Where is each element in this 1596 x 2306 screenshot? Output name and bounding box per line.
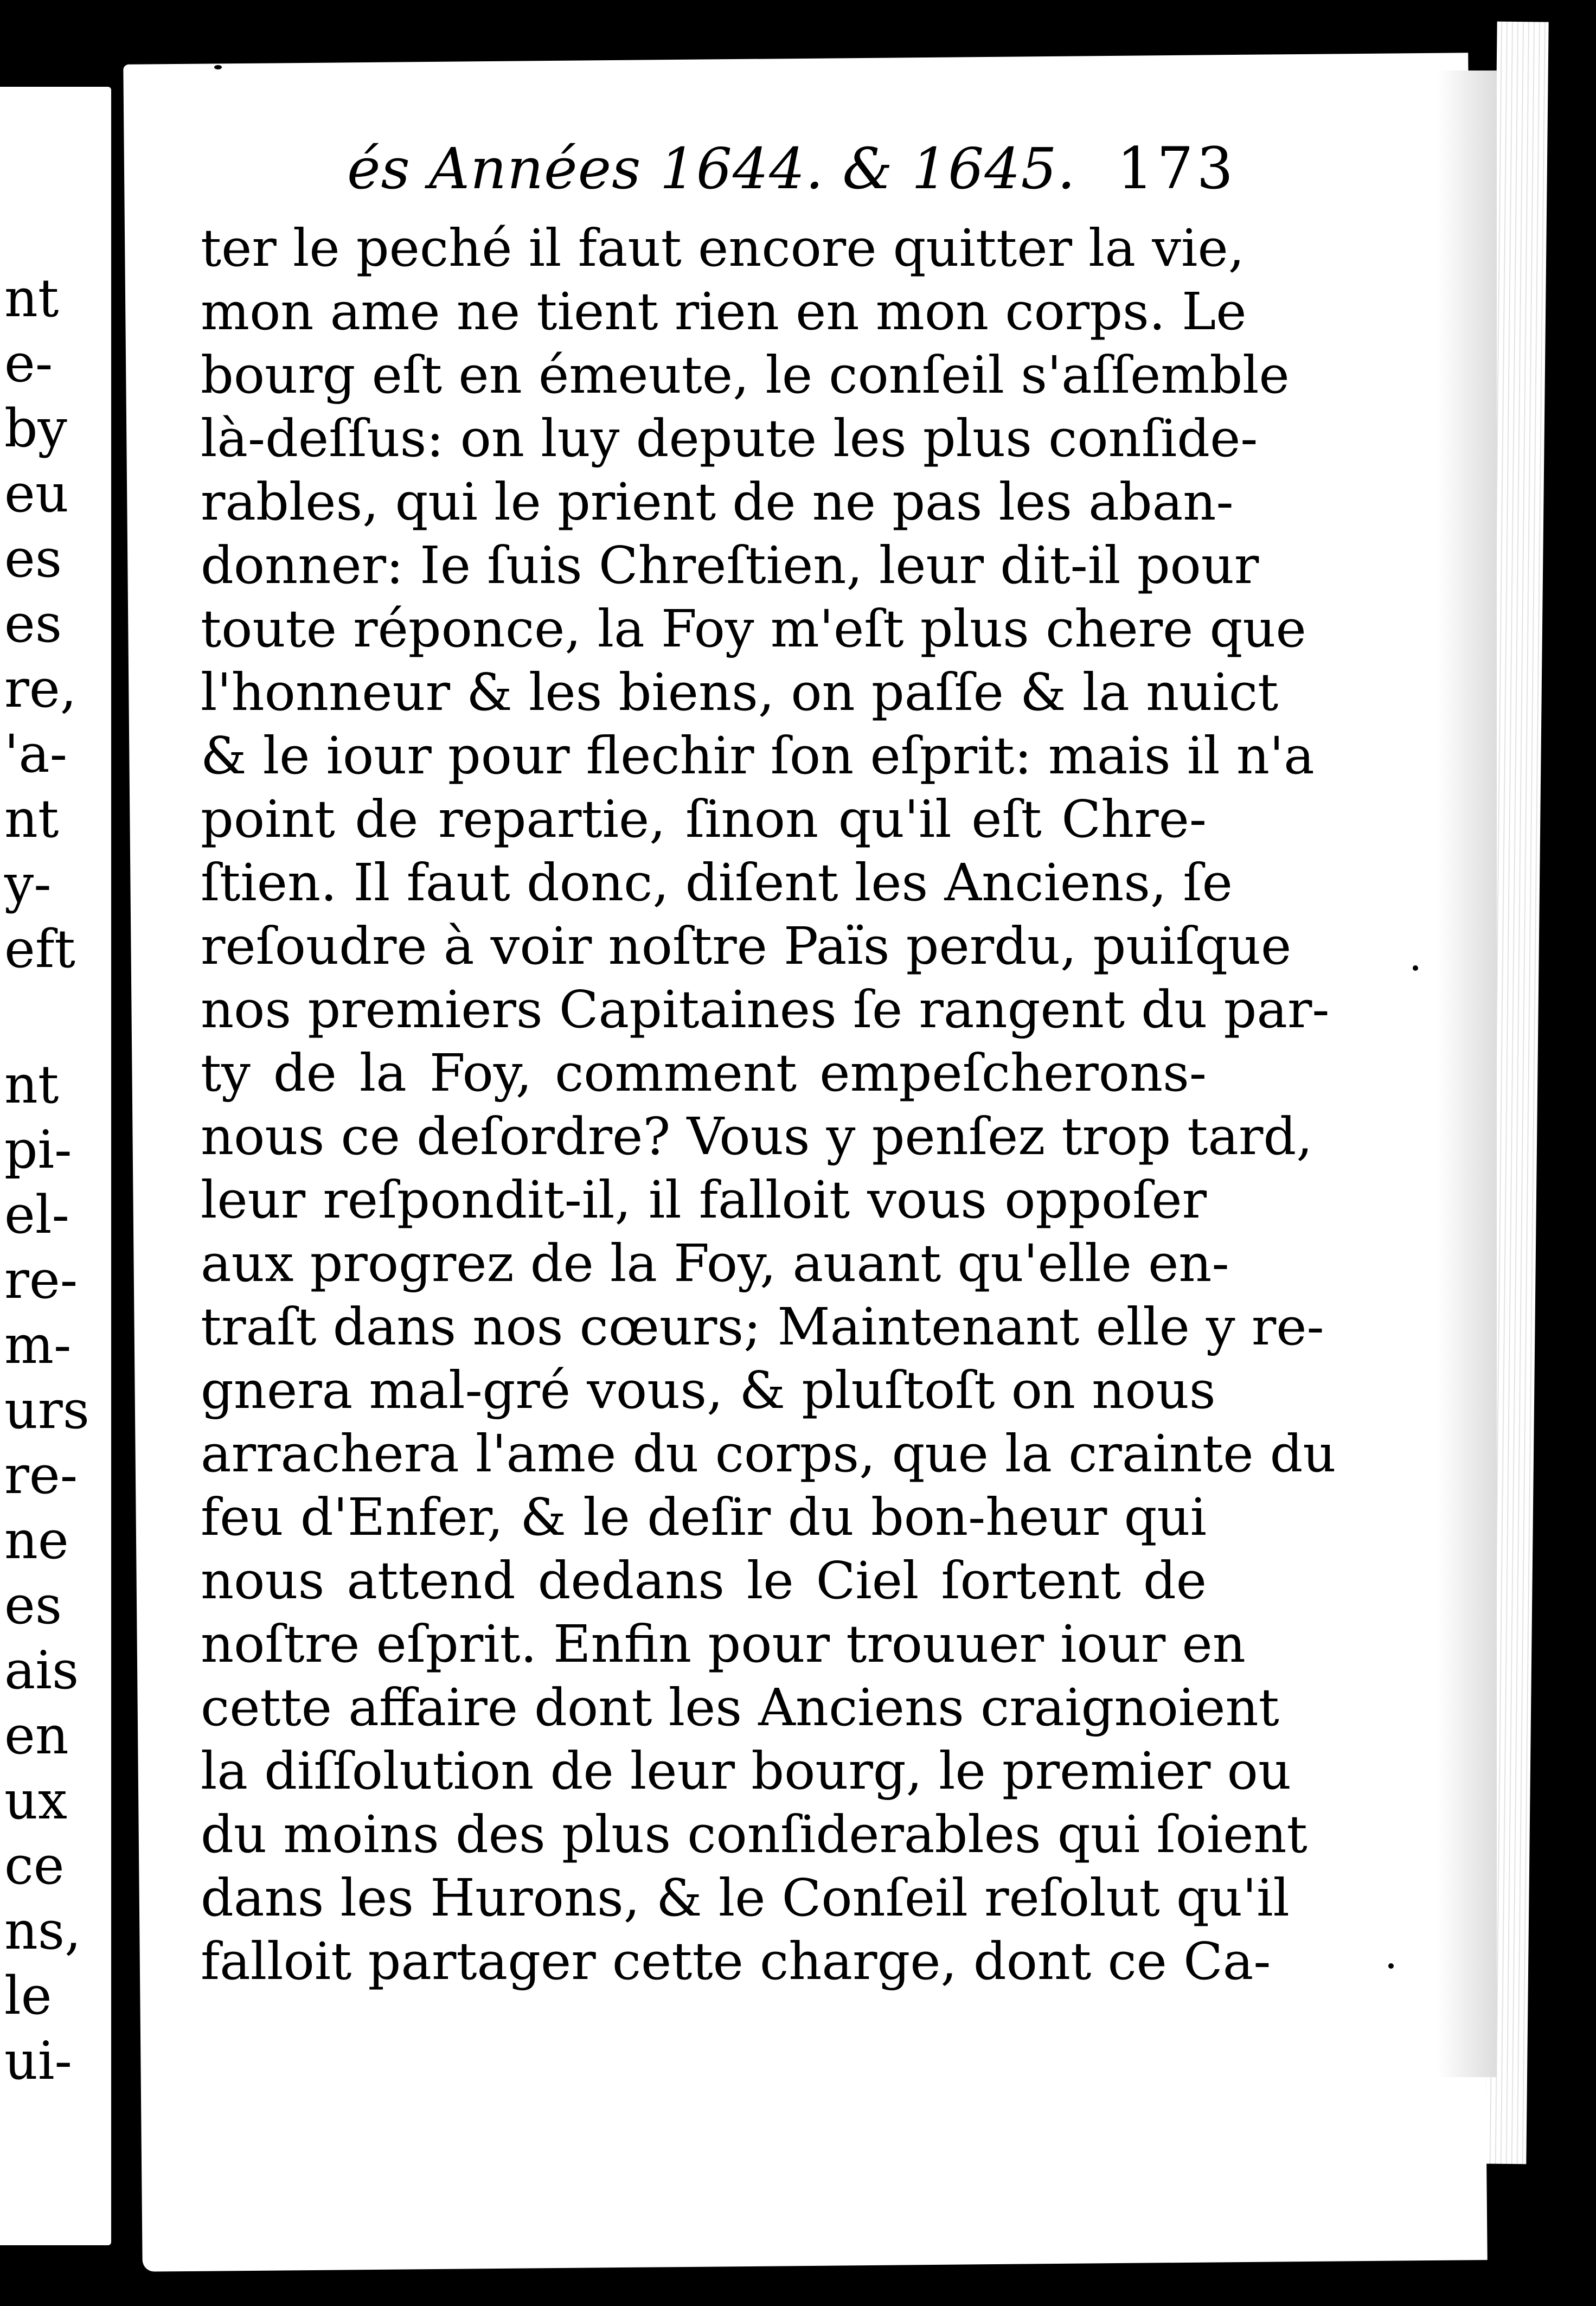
text-line: ſtien. Il faut donc, diſent les Anciens, ſe [201,853,1233,913]
facing-line: es [4,528,62,589]
page-number: 173 [1117,135,1236,202]
text-line: rables, qui le prient de ne pas les aban- [201,472,1234,532]
facing-line: re, [4,658,77,719]
facing-line: eu [4,463,69,524]
scan-speck [1388,1963,1394,1969]
facing-line: ne [4,1510,69,1571]
facing-line: el- [4,1184,69,1245]
facing-line: nt [4,789,59,849]
facing-line: urs [4,1380,89,1440]
facing-line: by [4,398,67,459]
text-line: mon ame ne tient rien en mon corps. Le [201,282,1247,342]
text-line: point de repartie, ſinon qu'il eſt Chre- [201,790,1207,849]
page-gutter-shadow [1437,71,1497,2077]
facing-line: ce [4,1835,65,1896]
text-line: falloit partager cette charge, dont ce Ca- [201,1932,1271,1991]
text-line: toute réponce, la Foy m'eſt plus chere que [201,599,1306,659]
facing-line: le [4,1965,52,2026]
facing-line: nt [4,268,59,329]
scan-speck [214,65,222,69]
text-line: nous attend dedans le Ciel ſortent de [201,1551,1207,1611]
facing-line: e- [4,333,53,394]
running-head [347,128,1236,209]
text-line: gnera mal-gré vous, & pluſtoſt on nous [201,1361,1216,1420]
text-line: & le iour pour flechir ſon eſprit: mais il n'a [201,726,1315,786]
text-line: nos premiers Capitaines ſe rangent du par- [201,980,1330,1040]
text-line: reſoudre à voir noſtre Païs perdu, puiſque [201,917,1292,976]
scan-speck [1413,965,1418,971]
text-line: la diſſolution de leur bourg, le premier ou [201,1741,1292,1801]
facing-line: re- [4,1250,78,1310]
facing-page-edge [0,87,111,2245]
facing-line: ux [4,1770,67,1831]
facing-line: eft [4,919,75,979]
text-line: donner: Ie ſuis Chreſtien, leur dit-il pour [201,536,1259,595]
facing-line: pi- [4,1119,72,1180]
facing-line: es [4,593,62,654]
facing-line: 'a- [4,723,68,784]
text-line: noſtre eſprit. Enfin pour trouuer iour en [201,1615,1246,1674]
facing-line: es [4,1575,62,1636]
running-head-title: és Années 1644. & 1645. [347,136,1076,202]
text-line: leur reſpondit-il, il falloit vous oppoſer [201,1170,1207,1230]
text-line: ter le peché il faut encore quitter la vie, [201,219,1245,278]
body-text [201,217,1336,1994]
text-line: l'honneur & les biens, on paſſe & la nuict [201,663,1279,722]
text-line: cette affaire dont les Anciens craignoient [201,1678,1279,1738]
text-line: là-deſſus: on luy depute les plus conſide- [201,409,1258,469]
text-line: feu d'Enfer, & le deſir du bon-heur qui [201,1488,1207,1547]
facing-line: ais [4,1640,79,1701]
facing-line: m- [4,1315,72,1375]
text-line: dans les Hurons, & le Conſeil reſolut qu'il [201,1868,1290,1928]
text-line: bourg eſt en émeute, le conſeil s'aſſemble [201,345,1290,405]
text-line: nous ce deſordre? Vous y penſez trop tard, [201,1107,1313,1167]
text-line: traſt dans nos cœurs; Maintenant elle y re- [201,1297,1324,1357]
text-line: du moins des plus conſiderables qui ſoient [201,1805,1307,1865]
text-line: arrachera l'ame du corps, que la crainte du [201,1424,1336,1484]
facing-line: y- [4,854,52,914]
facing-page-text [4,266,113,2093]
facing-line: ui- [4,2030,72,2091]
facing-line: en [4,1705,69,1766]
text-line: ty de la Foy, comment empeſcherons- [201,1043,1207,1103]
text-line: aux progrez de la Foy, auant qu'elle en- [201,1234,1229,1293]
facing-line: re- [4,1445,78,1506]
facing-line: ns, [4,1900,81,1961]
facing-line: nt [4,1054,59,1115]
